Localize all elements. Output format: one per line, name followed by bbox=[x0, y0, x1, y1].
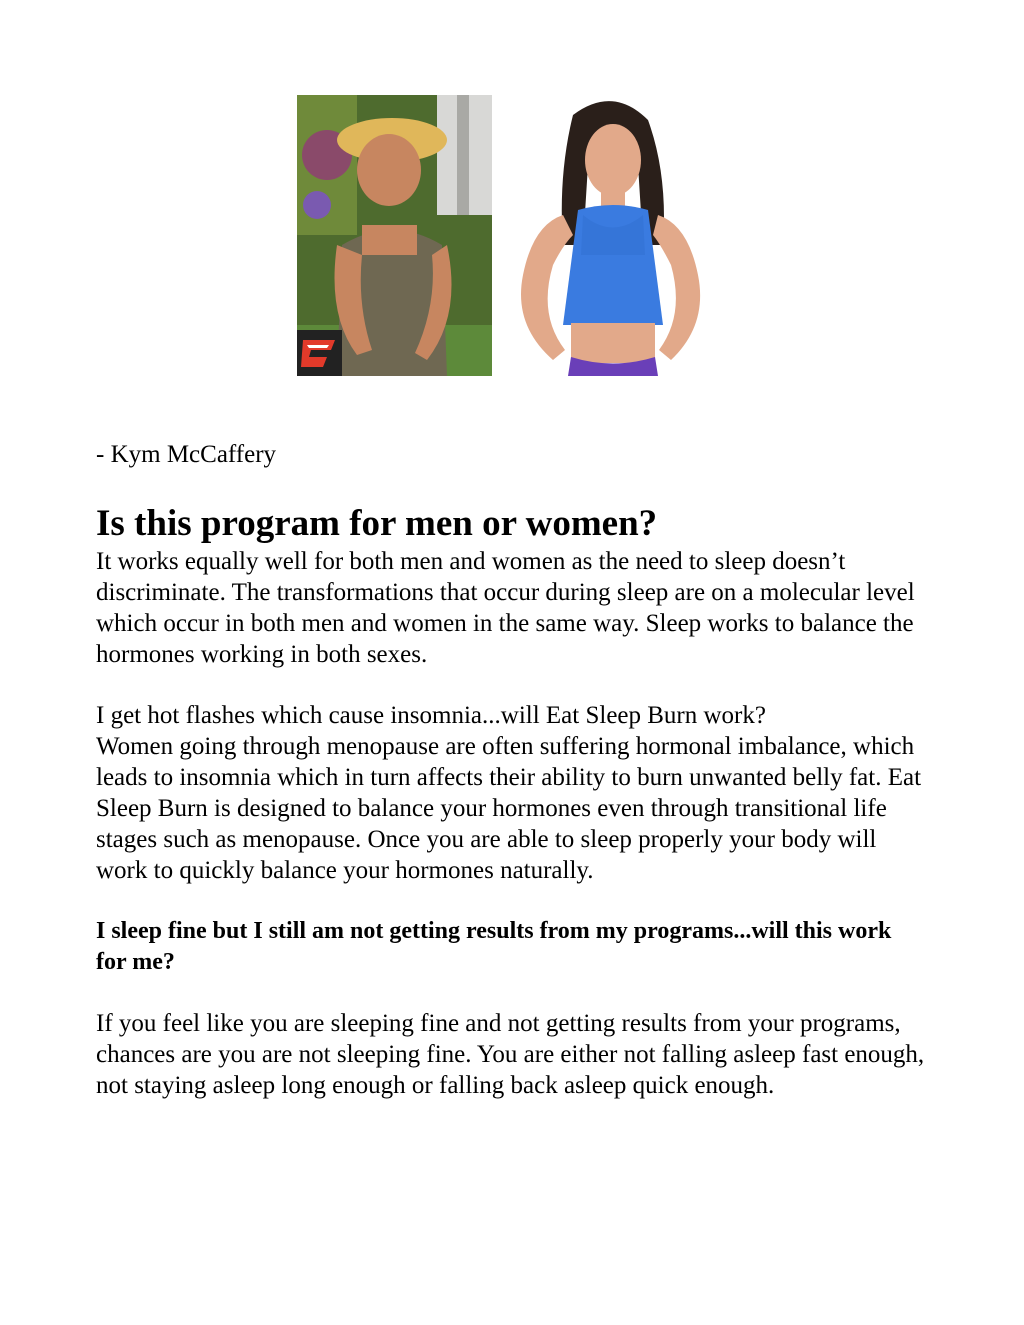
faq-answer-2: Women going through menopause are often suffering hormonal imbalance, which leads to insomnia which in turn affects their ability to burn unwanted belly fat. Eat Sleep Burn is designed to balance your hormones even through transitional life stages such as menopause. Once you are able to sleep properly your body will work to quickly balance your hormones naturally. bbox=[96, 733, 922, 884]
before-photo-icon bbox=[297, 95, 492, 376]
before-after-photos bbox=[297, 95, 727, 376]
after-photo-icon bbox=[493, 95, 727, 376]
faq-question-3: I sleep fine but I still am not getting results from my programs...will this work for me? bbox=[96, 918, 892, 975]
before-photo bbox=[297, 95, 492, 376]
faq-answer-1: It works equally well for both men and women as the need to sleep doesn’t discriminate. The transformations that occur during sleep are on a molecular level which occur in both men and women in the same way. Sleep works to balance the hormones working in both sexes. bbox=[96, 548, 915, 668]
faq-question-1: Is this program for men or women? bbox=[96, 503, 658, 544]
faq-question-2: I get hot flashes which cause insomnia...will Eat Sleep Burn work? bbox=[96, 702, 766, 729]
faq-answer-3: If you feel like you are sleeping fine and not getting results from your programs, chances are you are not sleeping fine. You are either not falling asleep fast enough, not staying asleep long enough or falling back asleep quick enough. bbox=[96, 1010, 925, 1099]
testimonial-attribution: - Kym McCaffery bbox=[96, 441, 277, 468]
after-photo bbox=[493, 95, 727, 376]
